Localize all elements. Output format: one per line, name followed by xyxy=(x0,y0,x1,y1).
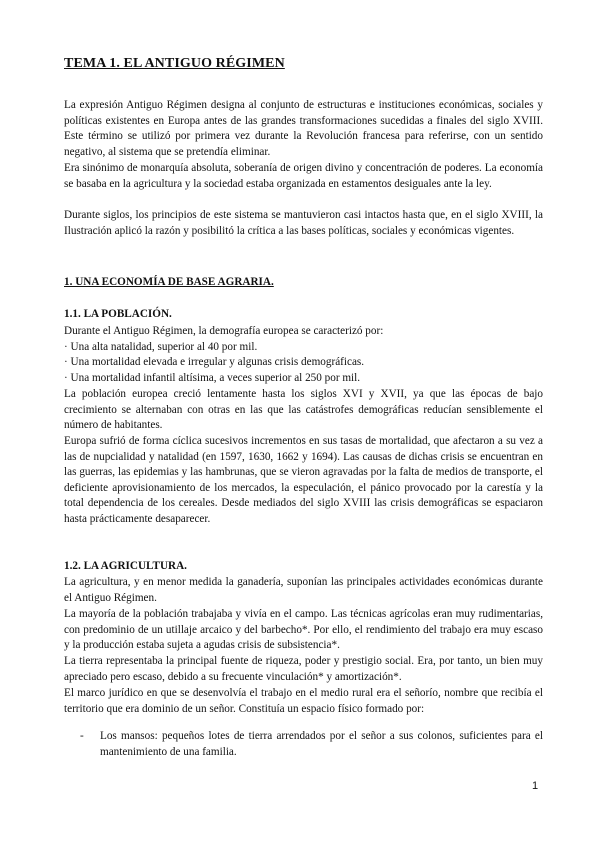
page-number: 1 xyxy=(532,780,539,792)
list-item xyxy=(80,729,543,760)
dash-bullet: - xyxy=(80,730,84,742)
list-item-text: Los mansos: pequeños lotes de tierra arrendados por el señor a sus colonos, suficientes para el mantenimiento de una familia. xyxy=(100,730,543,758)
list-item: · Una mortalidad infantil altísima, a veces superior al 250 por mil. xyxy=(64,372,361,384)
subsection-heading-poblacion: 1.1. LA POBLACIÓN. xyxy=(64,308,172,320)
agricultura-paragraph-4: El marco jurídico en que se desenvolvía el trabajo en el medio rural era el señorío, nombre que recibía el territorio que era dominio de un señor. Constituía un espacio físico formado por: xyxy=(64,687,543,715)
poblacion-paragraph-1: La población europea creció lentamente hasta los siglos XVI y XVII, ya que las épocas de bajo crecimiento se alternaban con otras en las que las catástrofes demográficas reducían sensiblemente el número de habitantes. xyxy=(64,388,543,432)
page-title: TEMA 1. EL ANTIGUO RÉGIMEN xyxy=(64,56,285,71)
intro-paragraph-1: La expresión Antiguo Régimen designa al conjunto de estructuras e instituciones económicas, sociales y políticas existentes en Europa antes de las grandes transformaciones sucedidas a finales del siglo XVIII. Este término se utilizó por primera vez durante la Revolución francesa para referirse, con un sentido negativo, al sistema que se pretendía eliminar. xyxy=(64,99,543,158)
list-item: · Una alta natalidad, superior al 40 por mil. xyxy=(64,341,258,353)
agricultura-paragraph-3: La tierra representaba la principal fuente de riqueza, poder y prestigio social. Era, por tanto, un bien muy apreciado pero escaso, debido a su frecuente vinculación* y amortización*. xyxy=(64,655,543,683)
poblacion-lead: Durante el Antiguo Régimen, la demografía europea se caracterizó por: xyxy=(64,325,384,337)
intro-paragraph-3: Durante siglos, los principios de este sistema se mantuvieron casi intactos hasta que, en el siglo XVIII, la Ilustración aplicó la razón y posibilitó la crítica a las bases políticas, sociales y económicas vigentes. xyxy=(64,209,543,237)
section-heading-1: 1. UNA ECONOMÍA DE BASE AGRARIA. xyxy=(64,276,274,288)
intro-paragraph-2: Era sinónimo de monarquía absoluta, soberanía de origen divino y concentración de poderes. La economía se basaba en la agricultura y la sociedad estaba organizada en estamentos desiguales ante la ley. xyxy=(64,162,543,190)
agricultura-paragraph-2: La mayoría de la población trabajaba y vivía en el campo. Las técnicas agrícolas eran muy rudimentarias, con predominio de un utillaje arcaico y del barbecho*. Por ello, el rendimiento del trabajo era muy escaso y la producción estaba sujeta a agudas crisis de subsistencia*. xyxy=(64,608,543,652)
agricultura-paragraph-1: La agricultura, y en menor medida la ganadería, suponían las principales actividades económicas durante el Antiguo Régimen. xyxy=(64,576,543,604)
list-item: · Una mortalidad elevada e irregular y algunas crisis demográficas. xyxy=(64,356,365,368)
subsection-heading-agricultura: 1.2. LA AGRICULTURA. xyxy=(64,560,187,572)
poblacion-paragraph-2: Europa sufrió de forma cíclica sucesivos incrementos en sus tasas de mortalidad, que afectaron a su vez a las de nupcialidad y natalidad (en 1597, 1630, 1662 y 1694). Las causas de dichas crisis se encuentran en las guerras, las epidemias y las hambrunas, que se vieron agravadas por la falta de medios de transporte, el deficiente aprovisionamiento de los mercados, la especulación, el pánico provocado por la carestía y la total dependencia de los cereales. Desde mediados del siglo XVIII las crisis demográficas se espaciaron hasta prácticamente desaparecer. xyxy=(64,435,543,525)
